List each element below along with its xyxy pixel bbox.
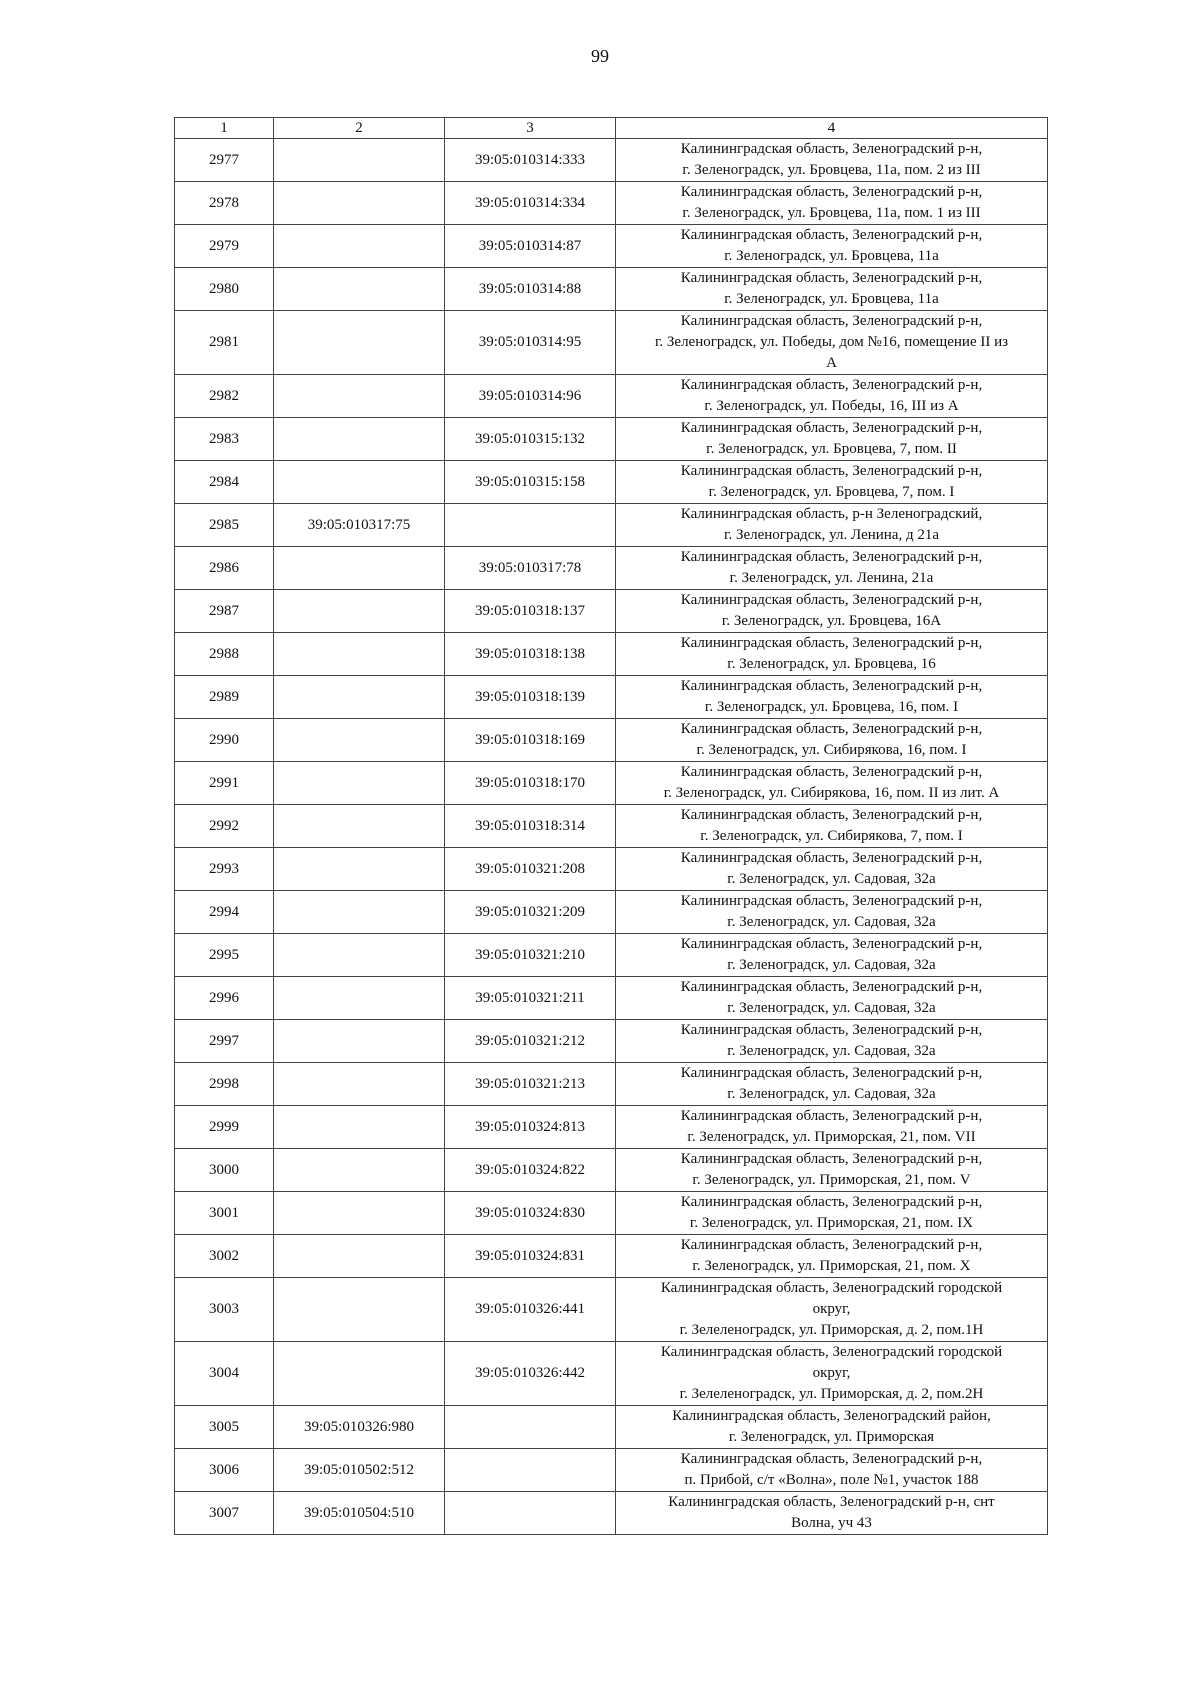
table-row: [175, 268, 1048, 311]
cadastral-number-col2: [274, 1149, 445, 1192]
table-row: [175, 1149, 1048, 1192]
table-row: [175, 1406, 1048, 1449]
row-number: 2995: [175, 934, 274, 977]
cadastral-number-col2: 39:05:010326:980: [274, 1406, 445, 1449]
address: Калининградская область, Зеленоградский р-н, г. Зеленоградск, ул. Бровцева, 11а, пом. 1 из III: [616, 182, 1048, 225]
table-body: [175, 139, 1048, 1535]
column-header-1: 1: [175, 118, 274, 139]
table-row: [175, 1449, 1048, 1492]
address: Калининградская область, Зеленоградский р-н, г. Зеленоградск, ул. Садовая, 32а: [616, 1063, 1048, 1106]
table-row: [175, 1106, 1048, 1149]
table-row: [175, 676, 1048, 719]
cadastral-number-col2: [274, 934, 445, 977]
cadastral-number-col3: [445, 1449, 616, 1492]
cadastral-number-col3: 39:05:010321:209: [445, 891, 616, 934]
table-row: [175, 225, 1048, 268]
address: Калининградская область, Зеленоградский р-н, г. Зеленоградск, ул. Бровцева, 11а, пом. 2 из III: [616, 139, 1048, 182]
table-row: [175, 891, 1048, 934]
row-number: 2984: [175, 461, 274, 504]
cadastral-number-col2: [274, 805, 445, 848]
cadastral-number-col2: [274, 1063, 445, 1106]
cadastral-number-col2: [274, 182, 445, 225]
cadastral-number-col3: 39:05:010321:212: [445, 1020, 616, 1063]
address: Калининградская область, Зеленоградский р-н, г. Зеленоградск, ул. Сибирякова, 16, пом. I: [616, 719, 1048, 762]
address: Калининградская область, Зеленоградский р-н, г. Зеленоградск, ул. Приморская, 21, пом. VII: [616, 1106, 1048, 1149]
address: Калининградская область, Зеленоградский р-н, г. Зеленоградск, ул. Садовая, 32а: [616, 977, 1048, 1020]
address: Калининградская область, Зеленоградский р-н, г. Зеленоградск, ул. Садовая, 32а: [616, 934, 1048, 977]
cadastral-number-col2: [274, 139, 445, 182]
address: Калининградская область, Зеленоградский р-н, г. Зеленоградск, ул. Сибирякова, 16, пом. II из лит. А: [616, 762, 1048, 805]
address: Калининградская область, Зеленоградский городской округ, г. Зелеленоградск, ул. Приморская, д. 2, пом.1Н: [616, 1278, 1048, 1342]
cadastral-number-col3: 39:05:010326:442: [445, 1342, 616, 1406]
cadastral-number-col2: [274, 1278, 445, 1342]
cadastral-number-col2: 39:05:010502:512: [274, 1449, 445, 1492]
table-row: [175, 375, 1048, 418]
cadastral-number-col2: [274, 1106, 445, 1149]
address: Калининградская область, Зеленоградский р-н, г. Зеленоградск, ул. Приморская, 21, пом. IX: [616, 1192, 1048, 1235]
address: Калининградская область, Зеленоградский р-н, г. Зеленоградск, ул. Бровцева, 16, пом. I: [616, 676, 1048, 719]
cadastral-number-col3: 39:05:010324:822: [445, 1149, 616, 1192]
column-header-4: 4: [616, 118, 1048, 139]
table-row: [175, 934, 1048, 977]
row-number: 2993: [175, 848, 274, 891]
row-number: 2983: [175, 418, 274, 461]
registry-table: [174, 117, 1048, 1535]
cadastral-number-col2: [274, 891, 445, 934]
cadastral-number-col2: 39:05:010317:75: [274, 504, 445, 547]
cadastral-number-col2: [274, 590, 445, 633]
cadastral-number-col3: 39:05:010315:158: [445, 461, 616, 504]
cadastral-number-col2: [274, 977, 445, 1020]
cadastral-number-col3: 39:05:010318:138: [445, 633, 616, 676]
table-row: [175, 1020, 1048, 1063]
row-number: 3002: [175, 1235, 274, 1278]
address: Калининградская область, Зеленоградский р-н, п. Прибой, с/т «Волна», поле №1, участок 188: [616, 1449, 1048, 1492]
cadastral-number-col3: 39:05:010314:88: [445, 268, 616, 311]
row-number: 3005: [175, 1406, 274, 1449]
row-number: 2979: [175, 225, 274, 268]
cadastral-number-col2: [274, 311, 445, 375]
table-row: [175, 1235, 1048, 1278]
cadastral-number-col2: [274, 848, 445, 891]
header-row: [175, 118, 1048, 139]
table-row: [175, 977, 1048, 1020]
cadastral-number-col3: [445, 1492, 616, 1535]
cadastral-number-col3: 39:05:010321:211: [445, 977, 616, 1020]
cadastral-number-col2: [274, 268, 445, 311]
table-row: [175, 461, 1048, 504]
cadastral-number-col3: 39:05:010318:314: [445, 805, 616, 848]
table-row: [175, 547, 1048, 590]
cadastral-number-col2: [274, 676, 445, 719]
table-row: [175, 139, 1048, 182]
address: Калининградская область, Зеленоградский р-н, г. Зеленоградск, ул. Садовая, 32а: [616, 1020, 1048, 1063]
row-number: 2990: [175, 719, 274, 762]
row-number: 3001: [175, 1192, 274, 1235]
cadastral-number-col2: [274, 547, 445, 590]
cadastral-number-col2: [274, 375, 445, 418]
address: Калининградская область, Зеленоградский р-н, г. Зеленоградск, ул. Бровцева, 11а: [616, 268, 1048, 311]
cadastral-number-col3: 39:05:010317:78: [445, 547, 616, 590]
address: Калининградская область, Зеленоградский р-н, г. Зеленоградск, ул. Победы, 16, III из А: [616, 375, 1048, 418]
cadastral-number-col2: [274, 1020, 445, 1063]
address: Калининградская область, Зеленоградский р-н, г. Зеленоградск, ул. Садовая, 32а: [616, 848, 1048, 891]
row-number: 2994: [175, 891, 274, 934]
address: Калининградская область, Зеленоградский городской округ, г. Зелеленоградск, ул. Приморская, д. 2, пом.2Н: [616, 1342, 1048, 1406]
cadastral-number-col3: 39:05:010314:334: [445, 182, 616, 225]
cadastral-number-col2: [274, 1235, 445, 1278]
address: Калининградская область, Зеленоградский район, г. Зеленоградск, ул. Приморская: [616, 1406, 1048, 1449]
row-number: 2997: [175, 1020, 274, 1063]
cadastral-number-col3: 39:05:010314:96: [445, 375, 616, 418]
cadastral-number-col3: 39:05:010324:813: [445, 1106, 616, 1149]
table-row: [175, 182, 1048, 225]
row-number: 3006: [175, 1449, 274, 1492]
cadastral-number-col3: 39:05:010314:333: [445, 139, 616, 182]
cadastral-number-col3: 39:05:010324:831: [445, 1235, 616, 1278]
row-number: 2981: [175, 311, 274, 375]
table-row: [175, 590, 1048, 633]
cadastral-number-col3: 39:05:010318:170: [445, 762, 616, 805]
table-row: [175, 1342, 1048, 1406]
cadastral-number-col3: 39:05:010318:139: [445, 676, 616, 719]
row-number: 3004: [175, 1342, 274, 1406]
cadastral-number-col3: [445, 1406, 616, 1449]
row-number: 2996: [175, 977, 274, 1020]
table-row: [175, 311, 1048, 375]
address: Калининградская область, Зеленоградский р-н, г. Зеленоградск, ул. Садовая, 32а: [616, 891, 1048, 934]
row-number: 3007: [175, 1492, 274, 1535]
row-number: 3003: [175, 1278, 274, 1342]
cadastral-number-col3: 39:05:010324:830: [445, 1192, 616, 1235]
address: Калининградская область, Зеленоградский р-н, г. Зеленоградск, ул. Бровцева, 7, пом. II: [616, 418, 1048, 461]
cadastral-number-col3: 39:05:010314:87: [445, 225, 616, 268]
cadastral-number-col3: 39:05:010315:132: [445, 418, 616, 461]
row-number: 2988: [175, 633, 274, 676]
cadastral-number-col2: [274, 633, 445, 676]
cadastral-number-col2: 39:05:010504:510: [274, 1492, 445, 1535]
table-row: [175, 805, 1048, 848]
address: Калининградская область, Зеленоградский р-н, г. Зеленоградск, ул. Приморская, 21, пом. X: [616, 1235, 1048, 1278]
column-header-3: 3: [445, 118, 616, 139]
row-number: 2999: [175, 1106, 274, 1149]
row-number: 2986: [175, 547, 274, 590]
row-number: 2998: [175, 1063, 274, 1106]
cadastral-number-col2: [274, 225, 445, 268]
address: Калининградская область, Зеленоградский р-н, снт Волна, уч 43: [616, 1492, 1048, 1535]
cadastral-number-col2: [274, 418, 445, 461]
address: Калининградская область, Зеленоградский р-н, г. Зеленоградск, ул. Победы, дом №16, помещение II из А: [616, 311, 1048, 375]
cadastral-number-col2: [274, 762, 445, 805]
cadastral-number-col3: [445, 504, 616, 547]
row-number: 2987: [175, 590, 274, 633]
page-number: 99: [591, 46, 609, 66]
table-row: [175, 1192, 1048, 1235]
row-number: 2978: [175, 182, 274, 225]
table-row: [175, 848, 1048, 891]
table-row: [175, 418, 1048, 461]
address: Калининградская область, Зеленоградский р-н, г. Зеленоградск, ул. Бровцева, 11а: [616, 225, 1048, 268]
cadastral-number-col3: 39:05:010326:441: [445, 1278, 616, 1342]
cadastral-number-col3: 39:05:010314:95: [445, 311, 616, 375]
table-row: [175, 1492, 1048, 1535]
table-row: [175, 1063, 1048, 1106]
address: Калининградская область, Зеленоградский р-н, г. Зеленоградск, ул. Бровцева, 16: [616, 633, 1048, 676]
address: Калининградская область, Зеленоградский р-н, г. Зеленоградск, ул. Ленина, 21а: [616, 547, 1048, 590]
cadastral-number-col2: [274, 719, 445, 762]
table-row: [175, 762, 1048, 805]
cadastral-number-col2: [274, 1342, 445, 1406]
cadastral-number-col3: 39:05:010321:213: [445, 1063, 616, 1106]
row-number: 2991: [175, 762, 274, 805]
cadastral-number-col2: [274, 1192, 445, 1235]
cadastral-number-col3: 39:05:010318:137: [445, 590, 616, 633]
row-number: 2982: [175, 375, 274, 418]
table-row: [175, 1278, 1048, 1342]
address: Калининградская область, Зеленоградский р-н, г. Зеленоградск, ул. Бровцева, 16А: [616, 590, 1048, 633]
cadastral-number-col2: [274, 461, 445, 504]
table-row: [175, 719, 1048, 762]
cadastral-number-col3: 39:05:010318:169: [445, 719, 616, 762]
row-number: 3000: [175, 1149, 274, 1192]
cadastral-number-col3: 39:05:010321:208: [445, 848, 616, 891]
address: Калининградская область, Зеленоградский р-н, г. Зеленоградск, ул. Приморская, 21, пом. V: [616, 1149, 1048, 1192]
row-number: 2989: [175, 676, 274, 719]
address: Калининградская область, Зеленоградский р-н, г. Зеленоградск, ул. Сибирякова, 7, пом. I: [616, 805, 1048, 848]
address: Калининградская область, Зеленоградский р-н, г. Зеленоградск, ул. Бровцева, 7, пом. I: [616, 461, 1048, 504]
table-row: [175, 504, 1048, 547]
row-number: 2977: [175, 139, 274, 182]
row-number: 2980: [175, 268, 274, 311]
address: Калининградская область, р-н Зеленоградский, г. Зеленоградск, ул. Ленина, д 21а: [616, 504, 1048, 547]
cadastral-number-col3: 39:05:010321:210: [445, 934, 616, 977]
row-number: 2985: [175, 504, 274, 547]
row-number: 2992: [175, 805, 274, 848]
table-row: [175, 633, 1048, 676]
column-header-2: 2: [274, 118, 445, 139]
